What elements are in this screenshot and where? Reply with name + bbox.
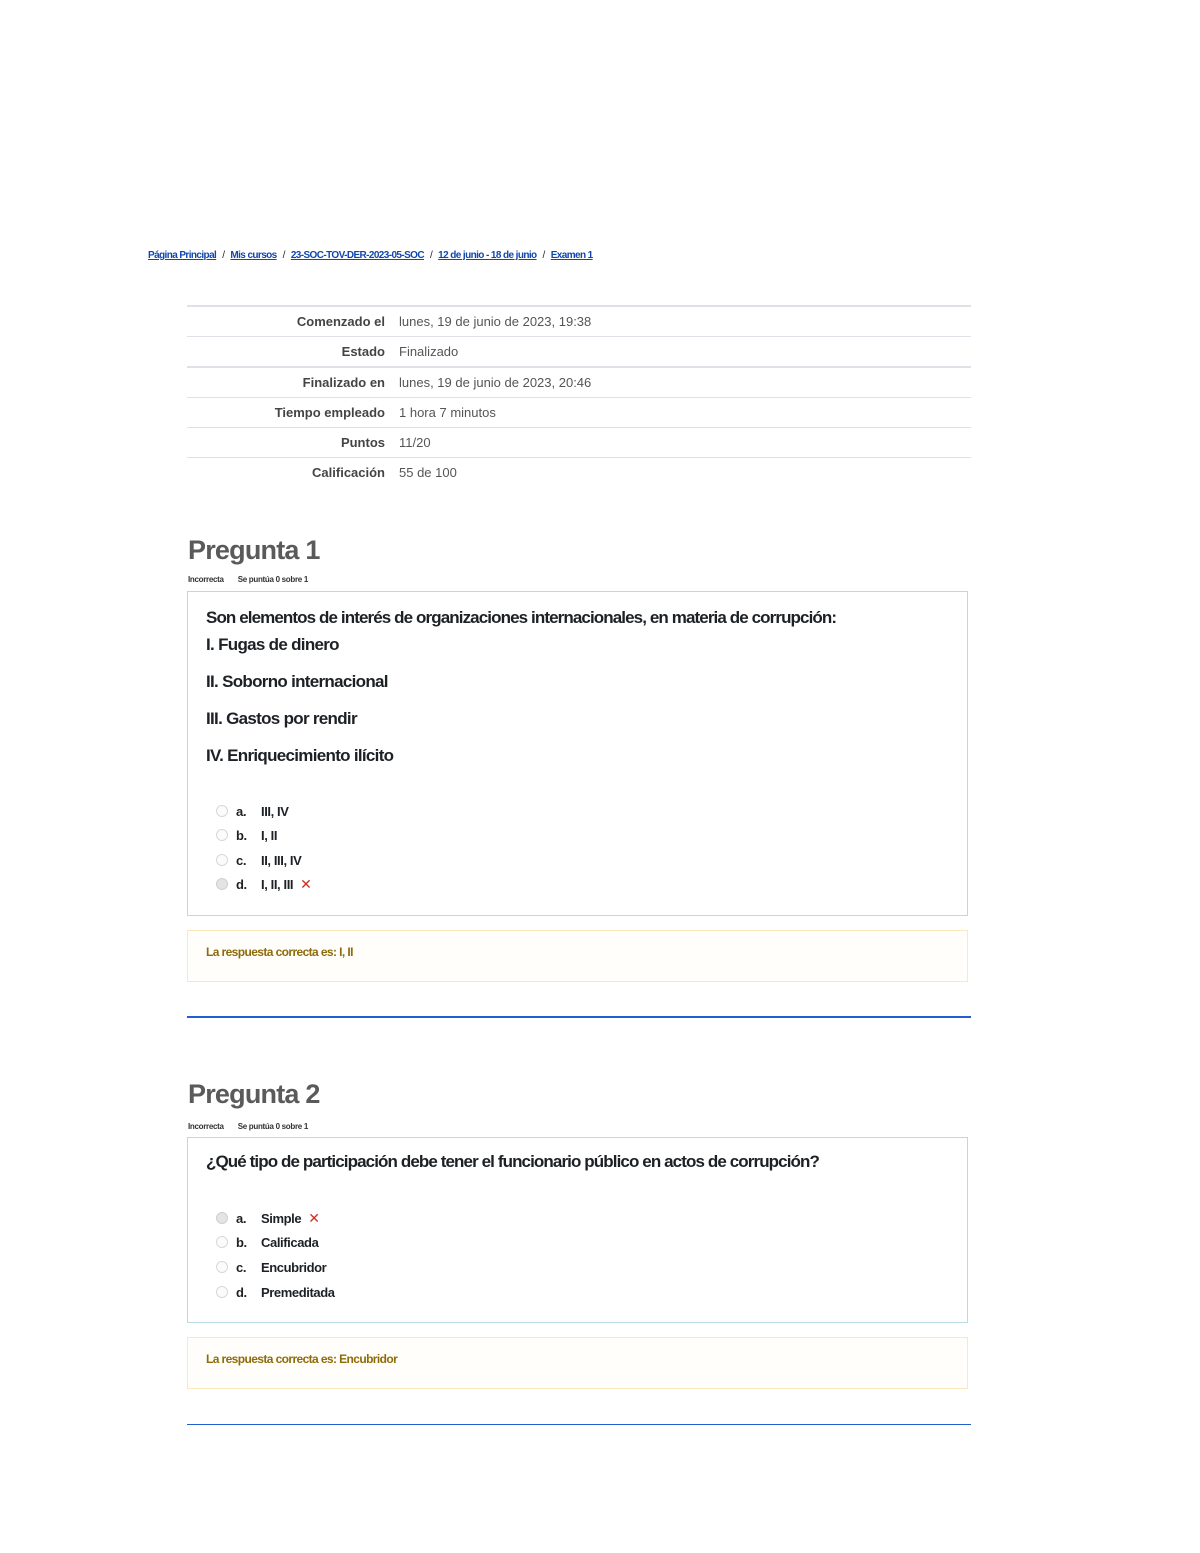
option-label: Simple [261,1210,302,1226]
summary-value: Finalizado [399,344,459,359]
summary-label: Estado [341,344,385,359]
option-label: II, III, IV [261,852,302,868]
incorrect-icon: ✕ [308,1209,320,1226]
question-divider [187,1424,971,1425]
radio-button[interactable] [216,805,228,817]
summary-row-finished [187,367,971,398]
question-statement: III. Gastos por rendir [206,709,357,728]
breadcrumb-separator: / [222,250,225,261]
question-1-meta [188,575,308,584]
question-text: ¿Qué tipo de participación debe tener el funcionario público en actos de corrupción? [206,1152,819,1171]
question-2-title: Pregunta 2 [188,1079,320,1109]
question-1-content [187,591,968,916]
radio-button[interactable] [216,1236,228,1248]
incorrect-icon: ✕ [300,875,312,892]
radio-button[interactable] [216,1286,228,1298]
summary-label: Tiempo empleado [274,405,385,420]
summary-row-started [187,306,971,337]
question-grade: Se puntúa 0 sobre 1 [237,1122,309,1131]
right-answer-text: La respuesta correcta es: I, II [206,945,353,959]
answer-option[interactable] [216,802,289,820]
answer-option[interactable] [216,1258,326,1276]
summary-row-state [187,337,971,368]
summary-row-time-taken [187,398,971,428]
option-label: Encubridor [261,1259,327,1275]
option-letter: a. [236,803,247,819]
option-label: I, II [261,827,278,843]
option-label: Calificada [261,1234,319,1250]
question-grade: Se puntúa 0 sobre 1 [237,575,309,584]
breadcrumb-separator: / [282,250,285,261]
radio-button[interactable] [216,829,228,841]
attempt-summary-table [187,305,971,487]
question-1-title: Pregunta 1 [188,535,320,565]
answer-option-selected[interactable] [216,875,311,893]
summary-value: 1 hora 7 minutos [399,405,496,420]
option-letter: a. [236,1210,247,1226]
option-letter: c. [236,1259,247,1275]
summary-label: Comenzado el [296,314,385,329]
summary-label: Puntos [340,435,385,450]
summary-value: 55 de 100 [399,465,457,480]
breadcrumb-link-home[interactable]: Página Principal [148,250,217,261]
breadcrumb-separator: / [542,250,545,261]
question-statement: IV. Enriquecimiento ilícito [206,746,394,765]
breadcrumb-link-my-courses[interactable]: Mis cursos [230,250,277,261]
option-label: Premeditada [261,1284,335,1300]
option-letter: b. [236,827,247,843]
summary-value: lunes, 19 de junio de 2023, 20:46 [399,375,592,390]
radio-button[interactable] [216,1261,228,1273]
summary-value: lunes, 19 de junio de 2023, 19:38 [399,314,592,329]
option-letter: b. [236,1234,247,1250]
option-label: I, II, III [261,876,294,892]
question-divider [187,1016,971,1018]
question-2-feedback [187,1337,968,1389]
radio-button[interactable] [216,1212,228,1224]
question-text: Son elementos de interés de organizaciones internacionales, en materia de corrupción: [206,608,837,627]
question-state: Incorrecta [188,575,224,584]
question-2-content [187,1137,968,1323]
breadcrumb-link-exam[interactable]: Examen 1 [550,250,593,261]
summary-label: Calificación [312,465,385,480]
question-2-meta [188,1122,308,1131]
answer-option[interactable] [216,826,277,844]
answer-option[interactable] [216,851,301,869]
answer-option-selected[interactable] [216,1209,320,1227]
right-answer-text: La respuesta correcta es: Encubridor [206,1352,398,1366]
answer-option[interactable] [216,1283,335,1301]
question-state: Incorrecta [188,1122,224,1131]
option-letter: c. [236,852,247,868]
breadcrumb-link-course[interactable]: 23-SOC-TOV-DER-2023-05-SOC [290,250,424,261]
breadcrumb-link-week[interactable]: 12 de junio - 18 de junio [438,250,537,261]
question-1-feedback [187,930,968,982]
summary-row-grade [187,458,971,488]
question-statement: I. Fugas de dinero [206,635,339,654]
option-letter: d. [236,1284,247,1300]
option-letter: d. [236,876,247,892]
option-label: III, IV [261,803,289,819]
summary-label: Finalizado en [302,375,385,390]
answer-option[interactable] [216,1233,318,1251]
breadcrumb [148,250,593,261]
summary-row-marks [187,428,971,458]
breadcrumb-separator: / [429,250,433,261]
summary-value: 11/20 [399,435,431,450]
radio-button[interactable] [216,878,228,890]
radio-button[interactable] [216,854,228,866]
question-statement: II. Soborno internacional [206,672,388,691]
